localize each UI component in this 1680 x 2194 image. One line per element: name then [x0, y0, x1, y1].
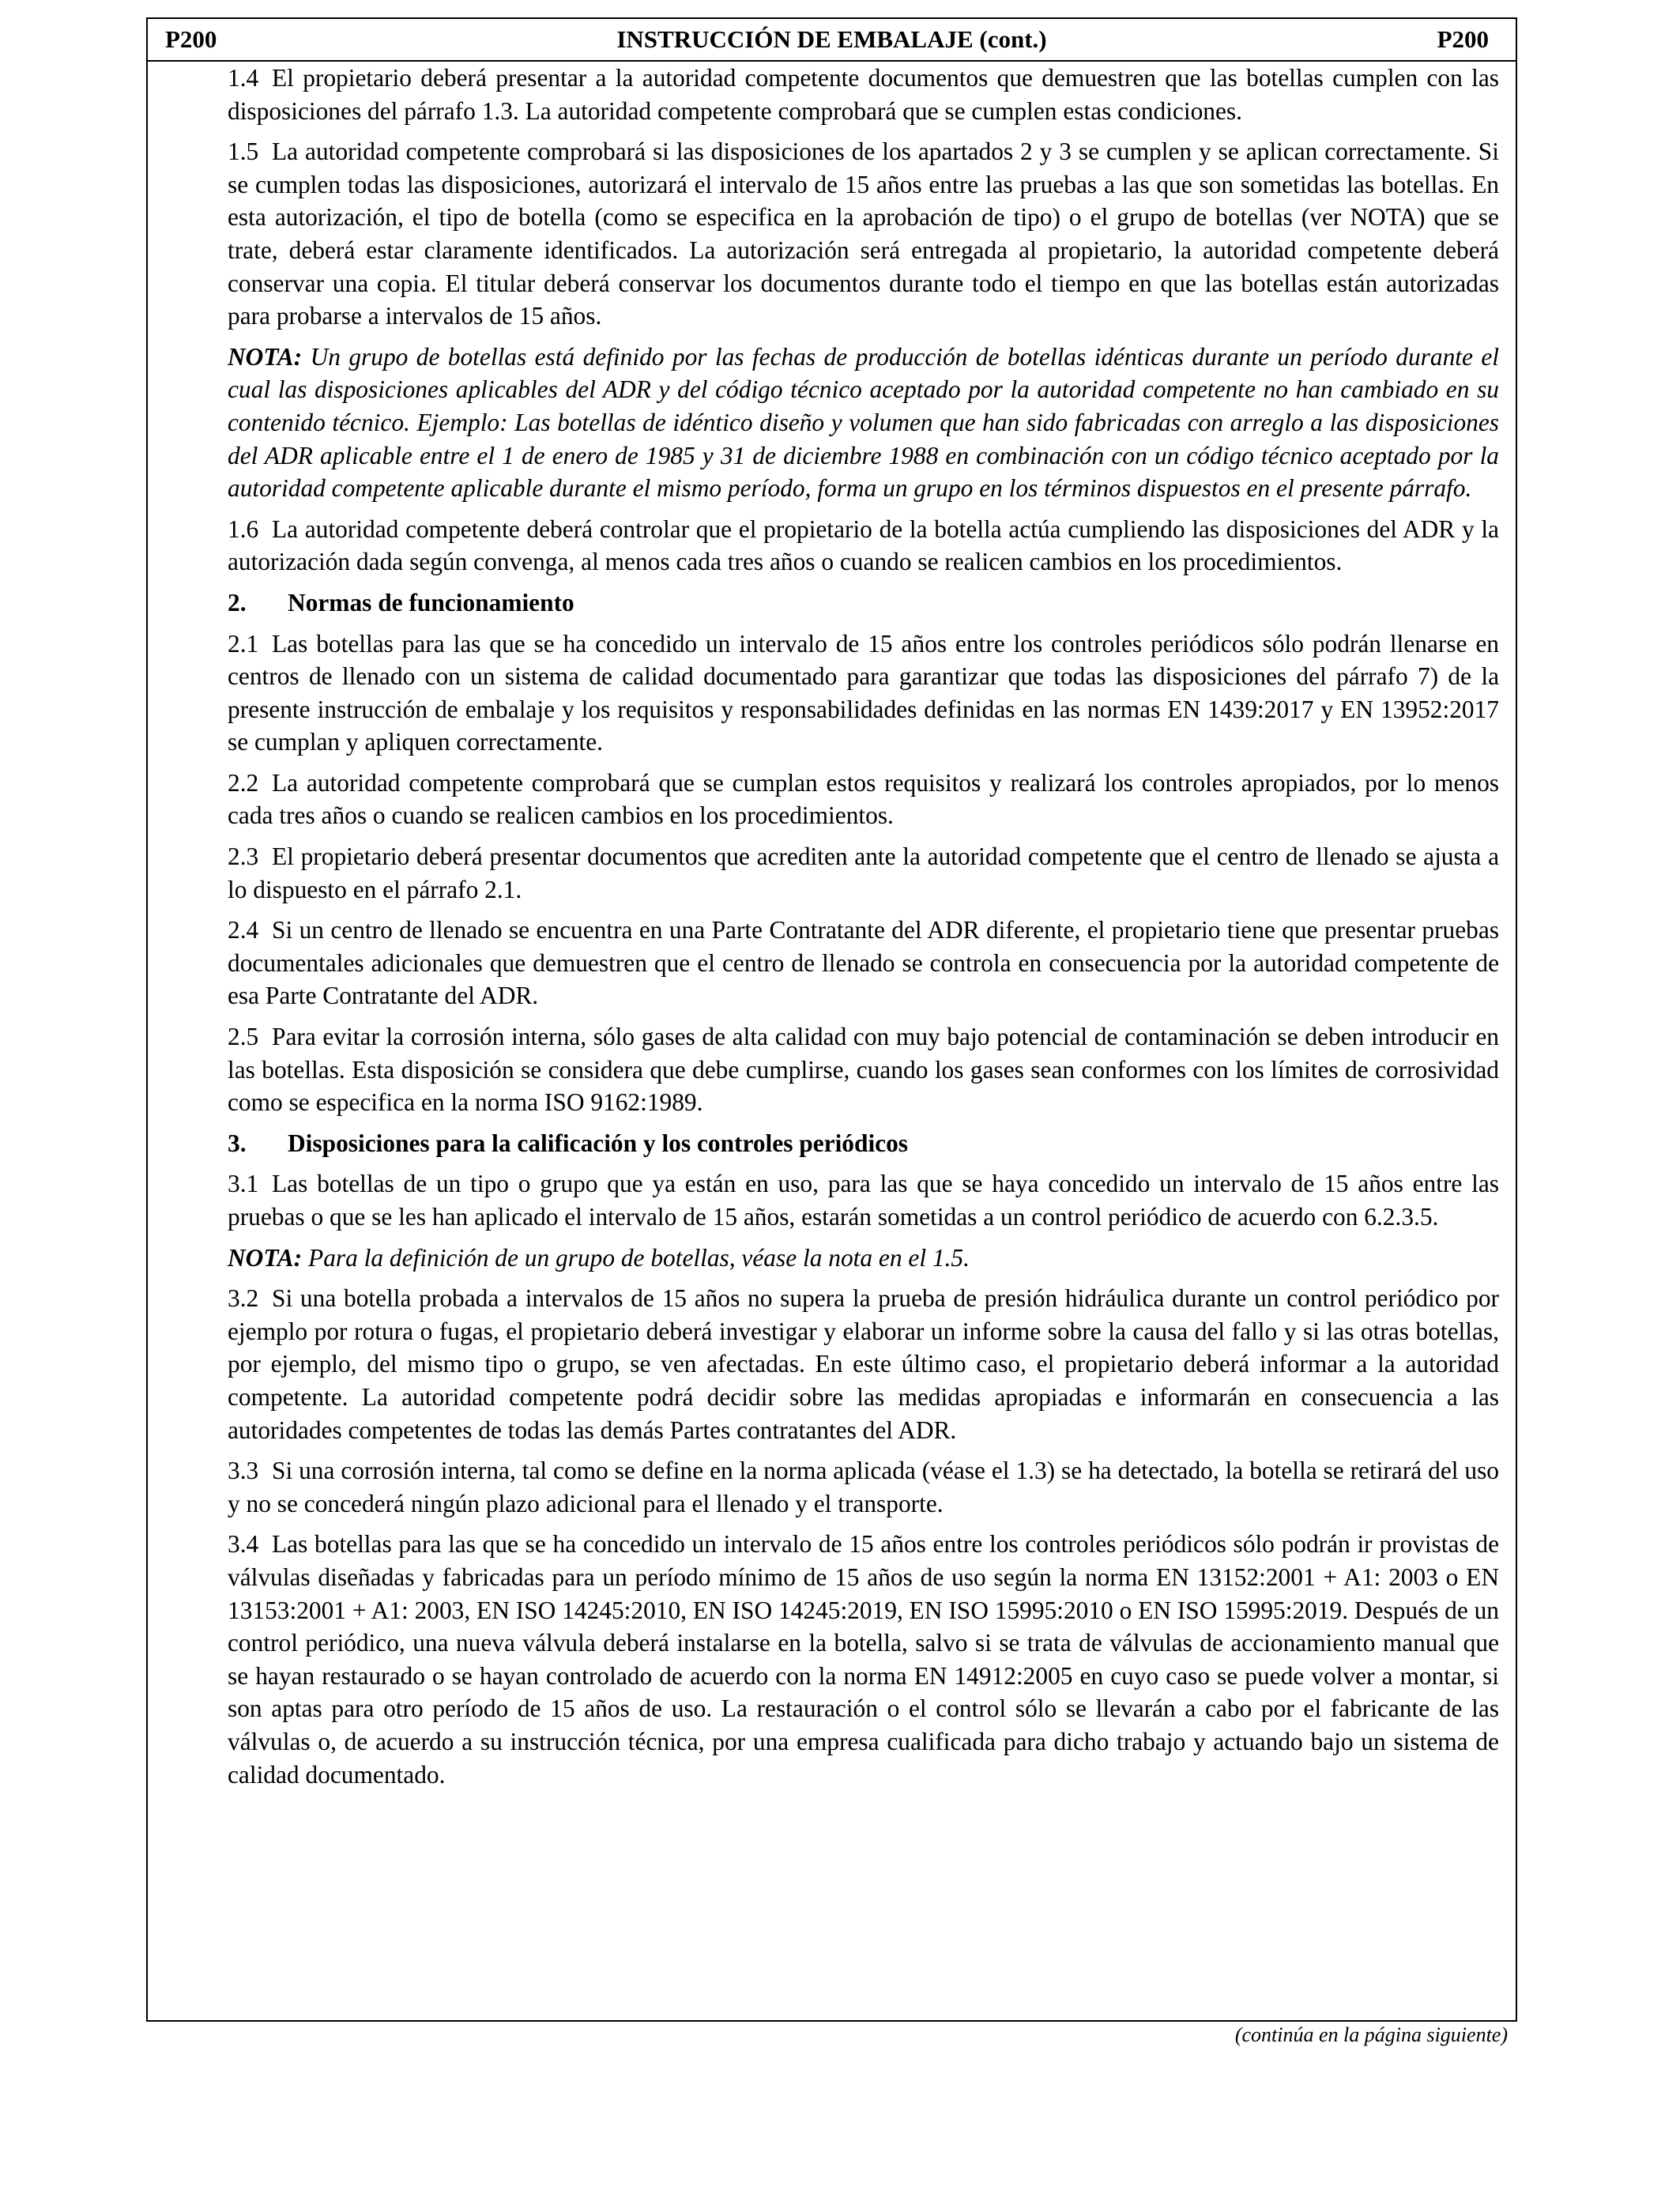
- paragraph-text: Las botellas para las que se ha concedido un intervalo de 15 años entre los controles periódicos sólo podrán ir provistas de válvulas diseñadas y fabricadas para un período mínimo de 15 años de uso según la norma EN 13152:2001 + A1: 2003 o EN 13153:2001 + A1: 2003, EN ISO 14245:2010, EN ISO 14245:2019, EN ISO 15995:2010 o EN ISO 15995:2019. Después de un control periódico, una nueva válvula deberá instalarse en la botella, salvo si se trata de válvulas de accionamiento manual que se hayan restaurado o se hayan controlado de acuerdo con la norma EN 14912:2005 en cuyo caso se puede volver a montar, si son aptas para otro período de 15 años de uso. La restauración o el control sólo se llevarán a cabo por el fabricante de las válvulas o, de acuerdo a su instrucción técnica, por una empresa cualificada para dicho trabajo y actuando bajo un sistema de calidad documentado.: [228, 1530, 1499, 1789]
- section-title: Disposiciones para la calificación y los controles periódicos: [288, 1129, 909, 1157]
- section-heading-3: [228, 1127, 1499, 1160]
- section-number: 2.: [228, 588, 247, 616]
- paragraph-text: El propietario deberá presentar a la autoridad competente documentos que demuestren que las botellas cumplen con las disposiciones del párrafo 1.3. La autoridad competente comprobará que se cumplen estas condiciones.: [228, 64, 1499, 125]
- paragraph-3-2: [228, 1282, 1499, 1446]
- note-label: NOTA:: [228, 1243, 303, 1272]
- note-group-definition: [228, 341, 1499, 505]
- paragraph-text: Si una botella probada a intervalos de 15 años no supera la prueba de presión hidráulica durante un control periódico por ejemplo por rotura o fugas, el propietario deberá investigar y elaborar un informe sobre la causa del fallo y si las otras botellas, por ejemplo, del mismo tipo o grupo, se ven afectadas. En este último caso, el propietario deberá informar a la autoridad competente. La autoridad competente podrá decidir sobre las medidas apropiadas e informarán en consecuencia a las autoridades competentes de todas las demás Partes contratantes del ADR.: [228, 1284, 1499, 1444]
- paragraph-text: El propietario deberá presentar documentos que acrediten ante la autoridad competente que el centro de llenado se ajusta a lo dispuesto en el párrafo 2.1.: [228, 843, 1499, 903]
- page-title: INSTRUCCIÓN DE EMBALAJE (cont.): [616, 25, 1047, 53]
- paragraph-number: 3.3: [228, 1457, 259, 1485]
- paragraph-1-6: [228, 513, 1499, 579]
- paragraph-3-4: [228, 1528, 1499, 1791]
- paragraph-text: Las botellas de un tipo o grupo que ya están en uso, para las que se haya concedido un intervalo de 15 años entre las pruebas o que se les han aplicado el intervalo de 15 años, estarán sometidas a un control periódico de acuerdo con 6.2.3.5.: [228, 1170, 1499, 1231]
- paragraph-text: Si una corrosión interna, tal como se define en la norma aplicada (véase el 1.3) se ha detectado, la botella se retirará del uso y no se concederá ningún plazo adicional para el llenado y el transporte.: [228, 1457, 1499, 1517]
- note-text: Para la definición de un grupo de botellas, véase la nota en el 1.5.: [308, 1243, 970, 1272]
- paragraph-2-1: [228, 628, 1499, 759]
- continues-note: (continúa en la página siguiente): [1234, 2023, 1508, 2046]
- paragraph-3-3: [228, 1454, 1499, 1520]
- paragraph-text: La autoridad competente comprobará que se cumplan estos requisitos y realizará los controles apropiados, por lo menos cada tres años o cuando se realicen cambios en los procedimientos.: [228, 768, 1499, 830]
- instruction-code-left: P200: [165, 25, 217, 53]
- paragraph-2-2: [228, 767, 1499, 832]
- paragraph-number: 3.2: [228, 1284, 259, 1313]
- main-content: [228, 62, 1499, 1799]
- paragraph-1-4: [228, 62, 1499, 127]
- paragraph-number: 1.6: [228, 515, 259, 543]
- paragraph-number: 1.4: [228, 64, 259, 92]
- paragraph-number: 2.3: [228, 843, 259, 871]
- paragraph-text: La autoridad competente comprobará si las disposiciones de los apartados 2 y 3 se cumplen y se aplican correctamente. Si se cumplen todas las disposiciones, autorizará el intervalo de 15 años entre las pruebas a las que son sometidas las botellas. En esta autorización, el tipo de botella (como se especifica en la aprobación de tipo) o el grupo de botellas (ver NOTA) que se trate, deberá estar claramente identificados. La autorización será entregada al propietario, la autoridad competente deberá conservar una copia. El titular deberá conservar los documentos durante todo el tiempo en que las botellas están autorizadas para probarse a intervalos de 15 años.: [228, 138, 1499, 330]
- paragraph-number: 2.5: [228, 1023, 259, 1051]
- note-group-reference: [228, 1242, 1499, 1275]
- section-title: Normas de funcionamiento: [288, 588, 574, 616]
- note-label: NOTA:: [228, 342, 303, 371]
- paragraph-number: 2.1: [228, 629, 259, 658]
- instruction-code-right: P200: [1437, 25, 1489, 53]
- paragraph-number: 2.4: [228, 916, 259, 944]
- paragraph-text: Para evitar la corrosión interna, sólo gases de alta calidad con muy bajo potencial de contaminación se deben introducir en las botellas. Esta disposición se considera que debe cumplirse, cuando los gases sean conformes con los límites de corrosividad como se especifica en la norma ISO 9162:1989.: [228, 1023, 1499, 1117]
- paragraph-number: 3.1: [228, 1170, 259, 1198]
- paragraph-2-5: [228, 1020, 1499, 1119]
- paragraph-1-5: [228, 135, 1499, 333]
- paragraph-number: 3.4: [228, 1530, 259, 1559]
- paragraph-number: 1.5: [228, 138, 259, 166]
- paragraph-text: Si un centro de llenado se encuentra en una Parte Contratante del ADR diferente, el propietario tiene que presentar pruebas documentales adicionales que demuestren que el centro de llenado se controla en consecuencia por la autoridad competente de esa Parte Contratante del ADR.: [228, 916, 1499, 1010]
- paragraph-number: 2.2: [228, 768, 259, 797]
- paragraph-2-3: [228, 840, 1499, 906]
- paragraph-2-4: [228, 914, 1499, 1012]
- header: [148, 19, 1516, 62]
- paragraph-text: Las botellas para las que se ha concedido un intervalo de 15 años entre los controles periódicos sólo podrán llenarse en centros de llenado con un sistema de calidad documentado para garantizar que todas las disposiciones del párrafo 7) de la presente instrucción de embalaje y los requisitos y responsabilidades definidas en las normas EN 1439:2017 y EN 13952:2017 se cumplan y apliquen correctamente.: [228, 629, 1499, 756]
- page-frame: [146, 17, 1517, 2022]
- note-text: Un grupo de botellas está definido por las fechas de producción de botellas idénticas durante un período durante el cual las disposiciones aplicables del ADR y del código técnico aceptado por la autoridad competente no han cambiado en su contenido técnico. Ejemplo: Las botellas de idéntico diseño y volumen que han sido fabricadas con arreglo a las disposiciones del ADR aplicable entre el 1 de enero de 1985 y 31 de diciembre 1988 en combinación con un código técnico aceptado por la autoridad competente aplicable durante el mismo período, forma un grupo en los términos dispuestos en el presente párrafo.: [228, 342, 1499, 503]
- paragraph-3-1: [228, 1167, 1499, 1233]
- section-number: 3.: [228, 1129, 247, 1157]
- paragraph-text: La autoridad competente deberá controlar que el propietario de la botella actúa cumpliendo las disposiciones del ADR y la autorización dada según convenga, al menos cada tres años o cuando se realicen cambios en los procedimientos.: [228, 515, 1499, 576]
- section-heading-2: [228, 586, 1499, 620]
